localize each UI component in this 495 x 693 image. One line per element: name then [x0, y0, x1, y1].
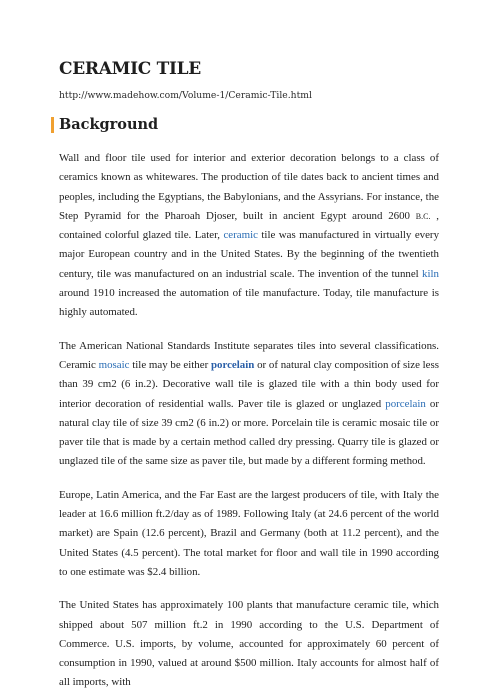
link-porcelain-bold[interactable]: porcelain [210, 358, 255, 371]
paragraph-history: Wall and floor tile used for interior and exterior decoration belongs to a class of ceramics known as whitewares. The production of tile dates back to ancient times and peoples, including the Egyptians, the Babylonians, and the Assyrians. For instance, the Step Pyramid for the Pharoah Djoser, built in ancient Egypt around 2600 B.C. , contained colorful glazed tile. Later, ceramic tile was manufactured in virtually every major European country and in the United States. By the beginning of the twentieth century, tile was manufactured on an industrial scale. The invention of the tunnel kiln around 1910 increased the automation of tile manufacture. Today, tile manufacture is highly automated. [59, 152, 440, 319]
section-accent-bar [51, 117, 54, 133]
source-url: http://www.madehow.com/Volume-1/Ceramic-Tile.html [59, 90, 312, 101]
paragraph-world-market: Europe, Latin America, and the Far East are the largest producers of tile, with Italy the leader at 16.6 million ft.2/day as of 1989. Following Italy (at 24.6 percent of the world market) are Spain (12.6 percent), Brazil and Germany (both at 11.2 percent), and the United States (4.5 percent). The total market for floor and wall tile in 1990 according to one estimate was $2.4 billion. [59, 488, 439, 578]
paragraph-us-market: The United States has approximately 100 plants that manufacture ceramic tile, which shipped about 507 million ft.2 in 1990 according to the U.S. Department of Commerce. U.S. imports, by volume, accounted for approximately 60 percent of consumption in 1990, valued at around $500 million. Italy accounts for almost half of all imports, with [59, 599, 439, 689]
section-title: Background [59, 116, 159, 133]
link-ceramic[interactable]: ceramic [223, 229, 258, 242]
era-abbreviation: B.C. [415, 211, 431, 221]
link-porcelain[interactable]: porcelain [385, 397, 426, 410]
document-page [59, 58, 439, 693]
link-kiln[interactable]: kiln [422, 267, 439, 280]
section-heading [59, 114, 439, 136]
document-title: CERAMIC TILE [59, 59, 201, 79]
link-mosaic[interactable]: mosaic [98, 358, 130, 371]
paragraph-classifications: The American National Standards Institute separates tiles into several classifications. Ceramic mosaic tile may be either porcelain or of natural clay composition of size less than 39 cm2 (6 in.2). Decorative wall tile is glazed tile with a thin body used for interior decoration of residential walls. Paver tile is glazed or unglazed porcelain or natural clay tile of size 39 cm2 (6 in.2) or more. Porcelain tile is ceramic mosaic tile or paver tile that is made by a certain method called dry pressing. Quarry tile is glazed or unglazed tile of the same size as paver tile, but made by a different forming method. [59, 339, 439, 468]
